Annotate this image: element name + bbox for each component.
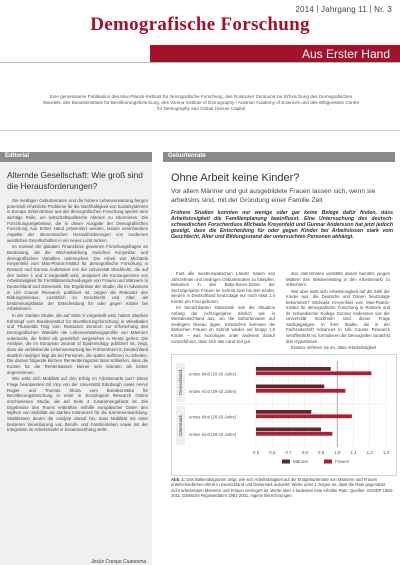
issue-separator bbox=[370, 5, 371, 13]
x-tick-label: 0,5 bbox=[252, 450, 260, 455]
x-tick-label: 0,9 bbox=[317, 450, 325, 455]
bar bbox=[256, 389, 345, 393]
publisher-intro: Eine gemeinsame Publikation des Max-Planck-Instituts für demografische Forschung, des Rostocker Zentrums zur Erforschung des Demografischen Wandels, des Bundesinstituts für Bevölkerungsforschung, des Vienna Institute of Demography / Austrian Academy of Sciences und des Wittgenstein Centre for Demography and Global Human Capital bbox=[42, 94, 360, 111]
x-tick-label: 1,1 bbox=[350, 450, 357, 455]
country-label: Deutschland bbox=[178, 369, 183, 396]
issue-number: Nr. 3 bbox=[374, 5, 392, 14]
category-label: erstes Kind (20-28 Jahre) bbox=[189, 371, 237, 377]
bar bbox=[256, 428, 321, 432]
article-paragraph: Fast alle westeuropäischen Länder haben seit Jahrzehnten mit niedrigen Geburtenraten zu kämpfen. Bekamen in den Baby-Boom-Zeiten der Sechzigerjahre Frauen im Schnitt zwei bis drei Kinder, werden in Deutschland heutzutage nur noch etwa 1,4 Kinder pro Frau geboren. bbox=[171, 271, 275, 304]
x-tick-label: 0,6 bbox=[269, 450, 276, 455]
legend-label: Frauen bbox=[335, 459, 350, 464]
country-label: Dänemark bbox=[178, 415, 183, 436]
category-label: erstes Kind (29-43 Jahre) bbox=[189, 431, 237, 437]
issue-separator bbox=[317, 5, 318, 13]
issue-year: 2014 bbox=[295, 5, 314, 14]
x-tick-label: 1,2 bbox=[366, 450, 373, 455]
editorial-paragraph: In der zweiten Studie, die auf Seite 3 vorgestellt wird, haben Stephan Kühntopf vom Bundesinstitut für Bevölkerungsforschung in Wiesbaden und Thusnelda Tivig vom Rostocker Zentrum zur Erforschung des Demografischen Wandels die Lebenserwartungsprofile von Männern untersucht, die früher als gesetzlich vorgesehen in Rente gehen. Die Analyse, die im European Journal of Epidemiology publiziert ist, zeigt, dass die verbleibende Lebenserwartung bei Frührentnern in Deutschland deutlich niedriger liegt als bei Personen, die später aufhören zu arbeiten. Die daraus folgende kürzere Rentenbezugszeit lässt schließen, dass die Kosten für die Rentenkassen kleiner sein könnten als bisher angenommen. bbox=[7, 313, 148, 375]
bar bbox=[256, 414, 352, 418]
publication-subtitle-bar bbox=[150, 45, 400, 62]
article-intro: Frühere Studien konnten nur wenige oder gar keine Belege dafür finden, dass Arbeitslosigkeit die Familienplanung beeinflusst. Eine Untersuchung des deutsch-schwedischen Forscherduos Michaela Kreyenfeld und Gunnar Andersson hat jetzt jedoch gezeigt, dass die Entscheidung für oder gegen Kinder bei Arbeitslosen stark vom Geschlecht, Alter und Bildungsstand der untersuchten Personen abhängt. bbox=[171, 210, 393, 241]
publication-title: Demografische Forschung bbox=[90, 14, 310, 35]
x-tick-label: 0,7 bbox=[285, 450, 292, 455]
article-column-1 bbox=[171, 271, 275, 345]
editorial-paragraph: Wie wirkt sich Mobilität auf den Erfolg im Arbeitsmarkt aus? Diese Frage beantworten Gil Vicy von der Universität Edinburgh sowie Hervé Rogier und Thomas Skora vom Bundesinstitut für Bevölkerungsforschung in einer in Sociological Research Online erschienenen Studie, die auf Seite 4 zusammengefasst ist. Die Ergebnisse des Teams entkräften mithilfe europäischer Daten den Mythos von Mobilität als starkes Instrument für die Karriereentwicklung. Stattdessen deutet die Analyse darauf hin, dass Mobilität mit einer besseren Vereinbarung von Berufs- und Familienleben sowie mit der Integration im Arbeitsmarkt in Zusammenhang steht. bbox=[7, 376, 148, 433]
intro-divider bbox=[0, 130, 400, 131]
editorial-signature: Jesús Crespo Cuaresma bbox=[90, 559, 146, 565]
article-section-label: Geburtenrate bbox=[168, 153, 206, 159]
editorial-paragraph: Im Kontext der globalen Finanzkrise gewinnen Forschungsfragen an Bedeutung, die die Wechselwirkung zwischen Konjunktur und demografischen Variablen untersuchen. Die Arbeit von Michaela Kreyenfeld vom Max-Planck-Institut für demografische Forschung in Rostock und Gunnar Andersson von der Universität Stockholm, die auf den Seiten 1 und 2 vorgestellt wird, analysiert die Konsequenzen von Arbeitslosigkeit für Fertilitätsentscheidungen von Frauen und Männern in Deutschland und Dänemark. Die Ergebnisse der Studie, die in Advances in Life Course Research publiziert ist, zeigen die Relevanz des Bildungsniveaus, zusätzlich zu Geschlecht und Alter, als bestimmungsfaktor der Entscheidung für oder gegen Kinder bei Arbeitslosen. bbox=[7, 244, 148, 312]
article-title: Ohne Arbeit keine Kinder? bbox=[171, 172, 300, 184]
article-paragraph: drei Jahrzehnten verstärkt darum bemüht, jungen Müttern den Wiedereinstieg in den Arbeitsmarkt zu erleichtern. bbox=[286, 271, 390, 288]
legend-swatch bbox=[324, 460, 332, 464]
x-tick-label: 1,0 bbox=[334, 450, 341, 455]
figure-caption-label: Abb. 1: bbox=[171, 477, 186, 482]
issue-volume: Jahrgang 11 bbox=[321, 5, 368, 14]
editorial-title: Alternde Gesellschaft: Wie groß sind die Herausforderungen? bbox=[7, 170, 143, 191]
editorial-paragraph: Die niedrigen Geburtenraten und die hohere Lebenserwartung bergen potenziell erhebliche Probleme für die Nachhaltigkeit von Sozialsystemen in Europa. Erkenntnisse aus der demografischen Forschung spielen eine wichtige Rolle, um wirtschaftspolitische Akteure zu informieren. Die Forschungsergebnisse, die in dieser Ausgabe der Demografischen Forschung Aus Erster Hand präsentiert werden, lassen verschiedene Aspekte der ökonomischen Herausforderungen von modernen westlichen Gesellschaften in ein neues Licht rucken. bbox=[7, 198, 149, 243]
figure-caption bbox=[171, 477, 395, 498]
category-label: erstes Kind (20-28 Jahre) bbox=[189, 414, 237, 420]
article-paragraph: Wie aber wirkt sich Arbeitslosigkeit auf die Zahl der Kinder aus, die Deutsche und Dänen heutzutage bekommen? Michaela Kreyenfeld vom Max-Planck-Institut für demografische Forschung in Rostock und ihr schwedischer Kollege Gunnar Andersson von der Universität Stockholm sind dieser Frage nachgegangen. In ihrer Studie, die in der Fachzeitschrift Advances in Life Course Research veröffentlicht ist, formulieren die Demografen zunächst drei Hypothesen. bbox=[286, 288, 390, 344]
x-tick-label: 0,8 bbox=[301, 450, 308, 455]
editorial-section-bar bbox=[0, 152, 152, 162]
legend-label: Männer bbox=[293, 459, 309, 464]
bar bbox=[256, 367, 331, 371]
category-label: erstes Kind (29-43 Jahre) bbox=[189, 388, 237, 394]
masthead-divider bbox=[0, 62, 400, 63]
bar-chart bbox=[172, 355, 396, 475]
article-paragraph: Im benachbarten Dänemark sah die Situation Anfang der Achtzigerjahre ähnlich wie in Westdeutschland aus, wo die Geburtenraten auf niedrigem Niveau lagen. Inzwischen kommen die dänischen Frauen im Schnitt wieder auf knapp 1,9 Kinder – was Soziologen unter anderem darauf zurückführen, dass sich das Land seit gut bbox=[171, 305, 275, 344]
issue-info bbox=[295, 5, 392, 14]
publication-subtitle: Aus Erster Hand bbox=[301, 47, 390, 61]
article-section-bar bbox=[163, 152, 395, 162]
bar bbox=[256, 410, 311, 414]
article-paragraph: Erstens nehmen sie an, dass Arbeitslosigkeit bbox=[291, 345, 377, 351]
bar bbox=[256, 385, 324, 389]
editorial-section-label: Editorial bbox=[5, 153, 30, 159]
x-tick-label: 1,3 bbox=[382, 450, 390, 455]
bar bbox=[256, 432, 332, 436]
bar bbox=[256, 371, 371, 375]
figure-panel bbox=[171, 354, 397, 476]
legend-swatch bbox=[282, 460, 290, 464]
editorial-body bbox=[7, 198, 148, 434]
article-column-2 bbox=[286, 271, 390, 352]
article-lead: Vor allem Männer und gut ausgebildete Frauen lassen sich, wenn sie arbeitslos sind, mit der Gründung einer Familie Zeit bbox=[171, 188, 376, 204]
figure-caption-text: Das Balkendiagramm zeigt, wie sich Arbeitslosigkeit auf die Erstgeburtenrate von Männern und Frauen unterschiedlichen Alters in Deutschland und Dänemark auswirkt: Werte unter 1 zeigen an, dass die Rate gegenüber nicht arbeitslosen Männern und Frauen verringert ist. Werte über 1 bedeuten eine erhöhte Rate. Quellen: GSOEP 1984-2011, Dänische Registerdaten 1981-2001, eigene Berechnungen. bbox=[171, 477, 394, 498]
